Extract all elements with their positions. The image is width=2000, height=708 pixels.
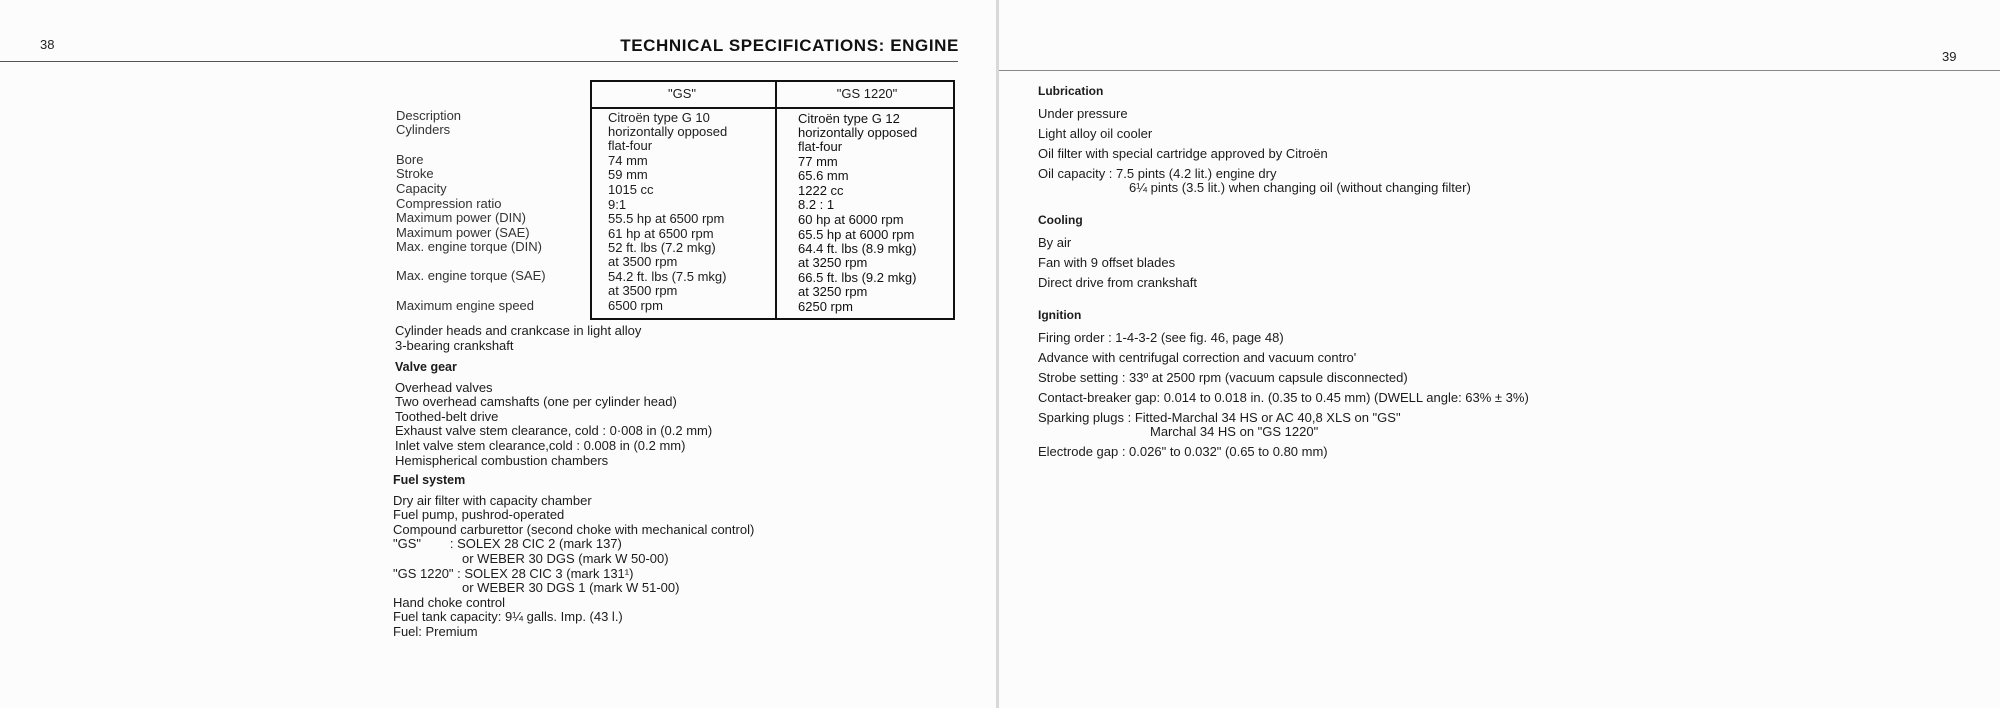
table-cell: at 3250 rpm <box>798 284 868 299</box>
text-line: or WEBER 30 DGS (mark W 50-00) <box>462 550 669 566</box>
row-label: Cylinders <box>396 122 451 137</box>
fuel-system-section <box>393 469 754 640</box>
text-line: By air <box>1038 235 1072 250</box>
table-cell: 59 mm <box>608 167 648 182</box>
construction-notes <box>395 324 641 353</box>
table-cell: 9:1 <box>608 197 627 212</box>
table-cell: 60 hp at 6000 rpm <box>798 212 904 227</box>
column-header-gs1220: "GS 1220" <box>836 86 898 101</box>
table-cell: 1015 cc <box>608 182 654 197</box>
text-line: Dry air filter with capacity chamber <box>393 492 592 508</box>
table-cell: 66.5 ft. lbs (9.2 mkg) <box>798 270 917 285</box>
table-cell: Citroën type G 10 <box>608 110 710 125</box>
text-line: Fuel pump, pushrod-operated <box>393 507 565 523</box>
table-cell: flat-four <box>798 139 843 154</box>
text-line: Electrode gap : 0.026" to 0.032" (0.65 to 0.80 mm) <box>1038 444 1328 459</box>
heading-rule-left <box>0 61 958 62</box>
table-cell: horizontally opposed <box>608 124 728 139</box>
text-line: Direct drive from crankshaft <box>1038 275 1197 290</box>
text-line: Light alloy oil cooler <box>1038 126 1153 141</box>
page-number-left: 38 <box>40 37 55 52</box>
table-cell: 6500 rpm <box>608 298 663 313</box>
table-cell: 1222 cc <box>798 183 844 198</box>
text-line: Hemispherical combustion chambers <box>395 452 609 468</box>
ignition-section <box>1038 308 1529 464</box>
table-cell: 77 mm <box>798 154 838 169</box>
lubrication-section <box>1038 84 1471 200</box>
text-line: Exhaust valve stem clearance, cold : 0·008 in (0.2 mm) <box>395 423 713 439</box>
text-line: Contact-breaker gap: 0.014 to 0.018 in. (0.35 to 0.45 mm) (DWELL angle: 63% ± 3%) <box>1038 390 1529 405</box>
text-line: Advance with centrifugal correction and vacuum contro' <box>1038 350 1357 365</box>
section-title: Valve gear <box>395 360 457 374</box>
text-line: 6¼ pints (3.5 lit.) when changing oil (without changing filter) <box>1129 180 1471 195</box>
section-title: Fuel system <box>393 473 466 487</box>
heading-rule-right <box>999 70 2000 71</box>
table-cell: 6250 rpm <box>798 299 853 314</box>
row-label: Max. engine torque (SAE) <box>396 268 546 283</box>
text-line: "GS" : SOLEX 28 CIC 2 (mark 137) <box>393 536 622 552</box>
row-label: Max. engine torque (DIN) <box>396 239 542 254</box>
table-column-divider <box>775 82 777 318</box>
table-cell: 65.6 mm <box>798 168 849 183</box>
section-title: Ignition <box>1038 308 1082 322</box>
table-cell: 55.5 hp at 6500 rpm <box>608 211 725 226</box>
row-label: Maximum power (SAE) <box>396 225 530 240</box>
table-cell: 74 mm <box>608 153 648 168</box>
text-line: Two overhead camshafts (one per cylinder head) <box>395 394 677 410</box>
text-line: Strobe setting : 33º at 2500 rpm (vacuum capsule disconnected) <box>1038 370 1408 385</box>
row-label: Description <box>396 108 462 123</box>
table-cell: 61 hp at 6500 rpm <box>608 226 714 241</box>
text-line: Fuel: Premium <box>393 623 478 639</box>
text-line: Firing order : 1-4-3-2 (see fig. 46, page 48) <box>1038 330 1284 345</box>
text-line: Cylinder heads and crankcase in light alloy <box>395 323 642 338</box>
row-label: Stroke <box>396 166 434 181</box>
cooling-section <box>1038 213 1197 295</box>
table-cell: horizontally opposed <box>798 125 918 140</box>
table-cell: 54.2 ft. lbs (7.5 mkg) <box>608 269 727 284</box>
row-label: Maximum engine speed <box>396 298 535 313</box>
table-cell: Citroën type G 12 <box>798 111 900 126</box>
text-line: Fuel tank capacity: 9¼ galls. Imp. (43 l.) <box>393 609 623 625</box>
text-line: Under pressure <box>1038 106 1128 121</box>
text-line: Sparking plugs : Fitted-Marchal 34 HS or AC 40,8 XLS on "GS" <box>1038 410 1401 425</box>
text-line: Oil filter with special cartridge approved by Citroën <box>1038 146 1328 161</box>
text-line: 3-bearing crankshaft <box>395 337 514 353</box>
text-line: Inlet valve stem clearance,cold : 0.008 in (0.2 mm) <box>395 437 686 453</box>
table-cell: 65.5 hp at 6000 rpm <box>798 227 915 242</box>
table-cell: at 3500 rpm <box>608 254 678 269</box>
table-cell: at 3250 rpm <box>798 255 868 270</box>
page-number-right: 39 <box>1942 49 1957 64</box>
table-cell: 52 ft. lbs (7.2 mkg) <box>608 240 716 255</box>
row-label: Compression ratio <box>396 196 502 211</box>
table-cell: flat-four <box>608 138 653 153</box>
row-label: Maximum power (DIN) <box>396 210 527 225</box>
text-line: or WEBER 30 DGS 1 (mark W 51-00) <box>462 580 680 596</box>
spec-table <box>590 80 955 320</box>
section-title: Cooling <box>1038 213 1083 227</box>
table-cell: 8.2 : 1 <box>798 197 835 212</box>
text-line: Marchal 34 HS on "GS 1220" <box>1150 424 1319 439</box>
table-cell: 64.4 ft. lbs (8.9 mkg) <box>798 241 917 256</box>
row-label: Capacity <box>396 181 447 196</box>
table-cell: at 3500 rpm <box>608 283 678 298</box>
table-header-divider <box>592 107 953 109</box>
column-header-gs: "GS" <box>667 86 696 101</box>
text-line: "GS 1220" : SOLEX 28 CIC 3 (mark 131¹) <box>393 565 634 581</box>
row-label: Bore <box>396 152 424 167</box>
text-line: Hand choke control <box>393 594 506 610</box>
valve-gear-section <box>395 356 712 468</box>
text-line: Toothed-belt drive <box>395 408 499 424</box>
page-heading: TECHNICAL SPECIFICATIONS: ENGINE <box>620 36 959 55</box>
text-line: Compound carburettor (second choke with mechanical control) <box>393 521 755 537</box>
text-line: Overhead valves <box>395 379 493 395</box>
section-title: Lubrication <box>1038 84 1104 98</box>
text-line: Fan with 9 offset blades <box>1038 255 1176 270</box>
text-line: Oil capacity : 7.5 pints (4.2 lit.) engine dry <box>1038 166 1277 181</box>
